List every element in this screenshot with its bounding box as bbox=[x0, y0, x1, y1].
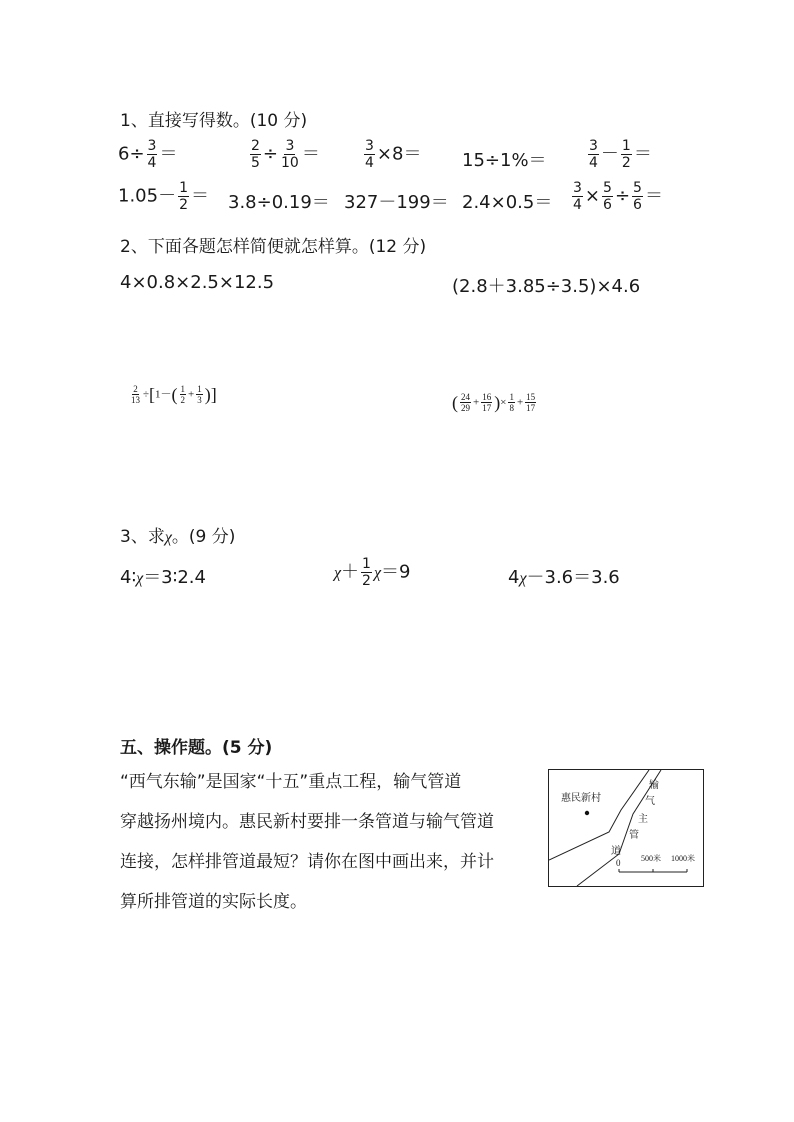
numerator: 15 bbox=[526, 392, 536, 402]
q2-problem-4 bbox=[452, 392, 538, 414]
bracket: ] bbox=[210, 384, 217, 405]
denominator: 2 bbox=[621, 155, 631, 172]
numerator: 1 bbox=[621, 138, 631, 154]
fraction bbox=[632, 180, 643, 213]
q1-r1-a bbox=[118, 138, 177, 171]
operator: + bbox=[516, 396, 524, 409]
fraction bbox=[364, 138, 375, 171]
denominator: 29 bbox=[461, 403, 470, 414]
operator: ÷ bbox=[143, 388, 150, 401]
q5-paragraph-line-4: 算所排管道的实际长度。 bbox=[120, 892, 307, 912]
numerator: 3 bbox=[147, 138, 157, 154]
fraction bbox=[196, 384, 203, 406]
q2-problem-2: (2.8＋3.85÷3.5)×4.6 bbox=[452, 276, 641, 297]
expr-text: 1.05－ bbox=[118, 185, 177, 207]
numerator: 1 bbox=[362, 556, 371, 572]
q2-title: 2、下面各题怎样简便就怎样算。(12 分) bbox=[120, 237, 427, 257]
q1-r2-e bbox=[570, 180, 663, 213]
fraction bbox=[602, 180, 613, 213]
pipe-label-char: 管 bbox=[629, 830, 639, 841]
denominator: 13 bbox=[131, 395, 140, 406]
numerator: 3 bbox=[285, 138, 295, 154]
expr-text: 4 bbox=[508, 567, 520, 588]
expr-text: ＝ bbox=[633, 143, 652, 165]
title-text: 。(9 分) bbox=[171, 527, 236, 547]
q1-r1-e bbox=[586, 138, 652, 171]
fraction bbox=[621, 138, 632, 171]
operator: × bbox=[584, 185, 601, 207]
scale-label-500: 500米 bbox=[641, 854, 661, 863]
denominator: 3 bbox=[197, 395, 202, 406]
q1-r1-c bbox=[362, 138, 421, 171]
denominator: 4 bbox=[147, 155, 157, 172]
denominator: 2 bbox=[180, 395, 186, 406]
operator: + bbox=[473, 396, 480, 409]
fraction bbox=[280, 138, 300, 171]
variable: χ bbox=[136, 570, 144, 587]
paren: ( bbox=[171, 384, 178, 405]
numerator: 1 bbox=[197, 384, 202, 394]
q1-title: 1、直接写得数。(10 分) bbox=[120, 111, 308, 131]
denominator: 4 bbox=[589, 155, 598, 172]
pipeline-map bbox=[548, 769, 704, 887]
expr-text: ＝ bbox=[159, 143, 178, 165]
paren: ) bbox=[204, 384, 211, 405]
q1-r1-b bbox=[248, 138, 320, 171]
q5-paragraph-line-2: 穿越扬州境内。惠民新村要排一条管道与输气管道 bbox=[120, 812, 494, 832]
variable: χ bbox=[519, 570, 527, 587]
expr-text: ＝9 bbox=[381, 561, 411, 583]
q3-equation-2 bbox=[334, 556, 410, 589]
q2-problem-3 bbox=[128, 384, 217, 406]
village-label: 惠民新村 bbox=[561, 793, 601, 804]
denominator: 4 bbox=[573, 197, 582, 214]
numerator: 3 bbox=[573, 180, 582, 196]
operator: + bbox=[188, 388, 195, 401]
denominator: 6 bbox=[633, 197, 642, 214]
q1-r2-a bbox=[118, 180, 209, 213]
fraction bbox=[572, 180, 583, 213]
expr-text: ×8＝ bbox=[376, 143, 422, 165]
operator: ÷ bbox=[262, 143, 279, 165]
bracket: [ bbox=[149, 384, 156, 405]
title-text: 3、求 bbox=[120, 527, 165, 547]
expr-text: 6÷ bbox=[118, 143, 145, 165]
numerator: 24 bbox=[461, 392, 470, 402]
expr-text: －3.6＝3.6 bbox=[526, 567, 620, 588]
numerator: 1 bbox=[179, 180, 188, 196]
operator: ÷ bbox=[614, 185, 631, 207]
pipe-label-char: 气 bbox=[645, 796, 655, 807]
fraction bbox=[588, 138, 599, 171]
expr-text: 4∶ bbox=[120, 567, 137, 588]
denominator: 17 bbox=[526, 403, 536, 414]
fraction bbox=[250, 138, 261, 171]
numerator: 2 bbox=[133, 384, 138, 394]
fraction bbox=[180, 384, 187, 406]
expr-text: ＝3∶2.4 bbox=[143, 567, 206, 588]
numerator: 5 bbox=[633, 180, 642, 196]
numerator: 1 bbox=[180, 384, 186, 394]
operator: － bbox=[160, 388, 172, 401]
fraction bbox=[361, 556, 372, 589]
numerator: 1 bbox=[509, 392, 514, 402]
variable: χ bbox=[373, 564, 382, 582]
q3-title bbox=[120, 522, 235, 547]
q1-r1-d: 15÷1%＝ bbox=[462, 150, 547, 171]
operator: － bbox=[600, 143, 619, 165]
expr-text: ＝ bbox=[301, 143, 320, 165]
q5-title: 五、操作题。(5 分) bbox=[120, 738, 273, 758]
numerator: 2 bbox=[251, 138, 260, 154]
denominator: 5 bbox=[251, 155, 260, 172]
denominator: 4 bbox=[365, 155, 374, 172]
denominator: 2 bbox=[179, 197, 188, 214]
denominator: 6 bbox=[603, 197, 612, 214]
pipe-edge-left bbox=[549, 770, 649, 860]
fraction bbox=[147, 138, 158, 171]
fraction bbox=[460, 392, 471, 414]
numerator: 5 bbox=[603, 180, 612, 196]
expr-text: ＝ bbox=[191, 185, 209, 207]
fraction bbox=[508, 392, 515, 414]
numerator: 3 bbox=[589, 138, 598, 154]
q1-r2-b: 3.8÷0.19＝ bbox=[228, 192, 330, 213]
q1-r2-d: 2.4×0.5＝ bbox=[462, 192, 553, 213]
fraction bbox=[481, 392, 492, 414]
q3-equation-1 bbox=[120, 563, 206, 589]
denominator: 2 bbox=[362, 573, 371, 590]
q5-paragraph-line-1: “西气东输”是国家“十五”重点工程，输气管道 bbox=[120, 772, 462, 792]
pipe-label-char: 输 bbox=[649, 780, 659, 791]
scale-label-1000: 1000米 bbox=[671, 854, 695, 863]
q2-problem-1: 4×0.8×2.5×12.5 bbox=[120, 272, 275, 293]
pipe-label-char: 主 bbox=[638, 814, 648, 825]
village-dot bbox=[585, 811, 589, 815]
q3-equation-3 bbox=[508, 563, 620, 589]
variable: χ bbox=[164, 529, 172, 546]
numerator: 3 bbox=[365, 138, 374, 154]
scale-label-0: 0 bbox=[616, 858, 621, 868]
expr-text: 1 bbox=[155, 388, 161, 401]
paren: ) bbox=[494, 392, 501, 413]
fraction bbox=[130, 384, 141, 406]
denominator: 17 bbox=[482, 403, 492, 414]
paren: ( bbox=[452, 392, 458, 413]
fraction bbox=[525, 392, 536, 414]
operator: ＋ bbox=[341, 561, 360, 583]
variable: χ bbox=[334, 564, 342, 582]
numerator: 16 bbox=[482, 392, 492, 402]
denominator: 10 bbox=[281, 155, 299, 172]
q5-paragraph-line-3: 连接，怎样排管道最短？请你在图中画出来，并计 bbox=[120, 852, 494, 872]
operator: × bbox=[500, 396, 507, 409]
denominator: 8 bbox=[509, 403, 514, 414]
expr-text: ＝ bbox=[644, 185, 663, 207]
pipe-label-char: 道 bbox=[611, 846, 621, 857]
q1-r2-c: 327－199＝ bbox=[344, 192, 449, 213]
fraction bbox=[178, 180, 189, 213]
map-drawing bbox=[549, 770, 703, 886]
